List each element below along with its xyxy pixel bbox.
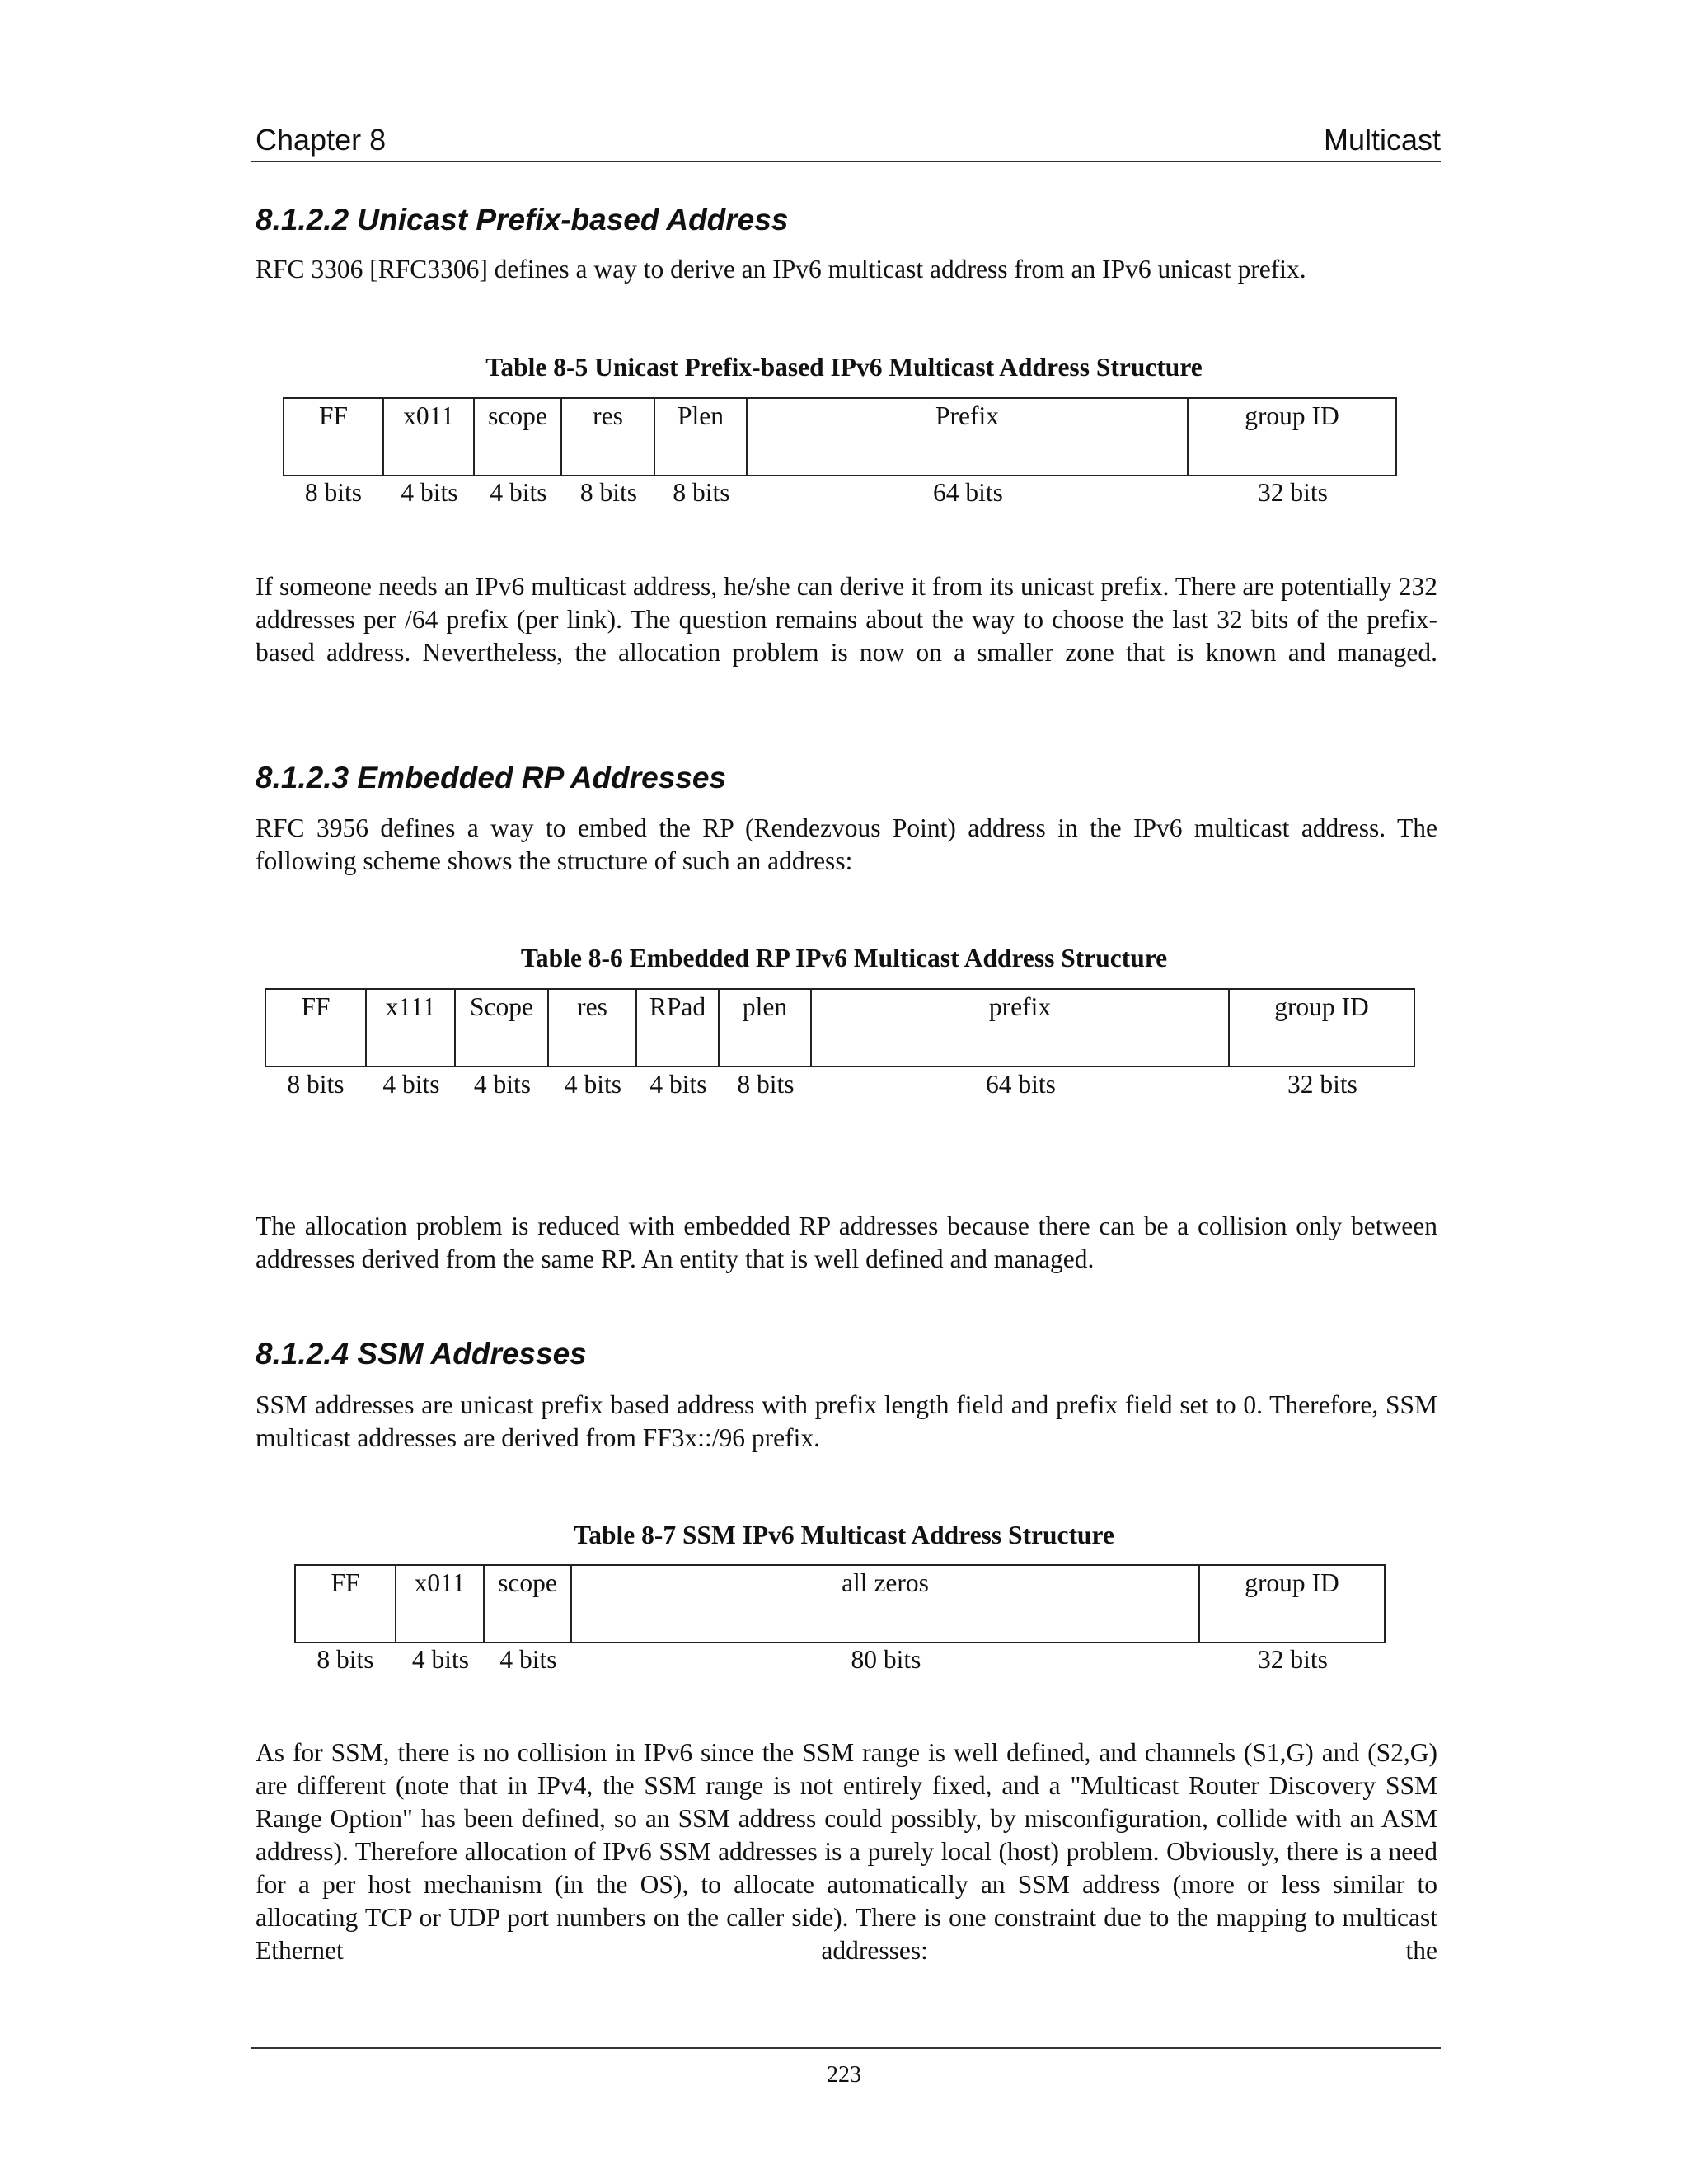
field-cell: x111 [367,988,456,1067]
bit-width-label: 4 bits [490,478,547,507]
bit-width-label: 8 bits [579,478,638,507]
field-cell: plen [720,988,812,1067]
field-cell: x011 [396,1564,485,1643]
bit-width-label: 4 bits [564,1070,622,1099]
bit-width-label: 4 bits [499,1645,557,1674]
bit-width-label: 4 bits [649,1070,707,1099]
field-cell: RPad [637,988,720,1067]
bit-width-label: 8 bits [737,1070,795,1099]
field-cell: group ID [1200,1564,1386,1643]
section-body-unicast-prefix: If someone needs an IPv6 multicast address, he/she can derive it from its unicast prefix. There are potentially 232 addresses per /64 prefix (per link). The question remains about the way to choose the last 32 bits of the prefix-based address. Nevertheless, the allocation problem is now on a smaller zone that is known and managed. [256,572,1437,667]
bit-width-label: 8 bits [316,1645,374,1674]
bit-width-label: 8 bits [287,1070,345,1099]
field-cell: x011 [384,397,475,476]
bit-width-label: 32 bits [1258,478,1328,507]
bit-width-label: 4 bits [473,1070,532,1099]
field-cell: Plen [655,397,748,476]
field-cell: Scope [456,988,549,1067]
field-cell: res [549,988,637,1067]
field-cell: group ID [1189,397,1397,476]
section-intro-embedded-rp: RFC 3956 defines a way to embed the RP (Rendezvous Point) address in the IPv6 multicast address. The following scheme shows the structure of such an address: [256,813,1437,875]
section-body-embedded-rp: The allocation problem is reduced with embedded RP addresses because there can be a collision only between addresses derived from the same RP. An entity that is well defined and managed. [256,1212,1437,1273]
table-caption-8-5: Table 8-5 Unicast Prefix-based IPv6 Multicast Address Structure [485,353,1203,382]
footer-rule [251,2047,1441,2049]
field-cell: FF [265,988,367,1067]
bit-width-label: 4 bits [382,1070,440,1099]
section-heading-unicast-prefix: 8.1.2.2 Unicast Prefix-based Address [256,203,789,237]
bit-width-label: 80 bits [851,1645,921,1674]
field-cell: FF [294,1564,396,1643]
page-number: 223 [827,2062,861,2088]
chapter-title: Multicast [1323,123,1441,157]
section-body-ssm: As for SSM, there is no collision in IPv6 since the SSM range is well defined, and channels (S1,G) and (S2,G) are different (note that in IPv4, the SSM range is not entirely fixed, and a "Multicast Router Discovery SSM Range Option" has been defined, so an SSM address could possibly, by misconfiguration, collide with an ASM address). Therefore allocation of IPv6 SSM addresses is a purely local (host) problem. Obviously, there is a need for a per host mechanism (in the OS), to allocate automatically an SSM address (more or less similar to allocating TCP or UDP port numbers on the caller side). There is one constraint due to the mapping to multicast Ethernet addresses: the [256,1738,1437,1965]
field-cell: scope [485,1564,572,1643]
field-cell: Prefix [748,397,1189,476]
bit-width-label: 8 bits [304,478,363,507]
section-heading-ssm: 8.1.2.4 SSM Addresses [256,1337,587,1371]
bit-width-label: 32 bits [1258,1645,1328,1674]
field-cell: FF [283,397,384,476]
field-cell: prefix [812,988,1230,1067]
section-heading-embedded-rp: 8.1.2.3 Embedded RP Addresses [256,761,726,794]
bit-width-label: 4 bits [401,478,458,507]
field-cell: res [562,397,655,476]
field-cell: all zeros [572,1564,1200,1643]
header-rule [251,161,1441,162]
bit-width-label: 64 bits [986,1070,1056,1099]
table-caption-8-6: Table 8-6 Embedded RP IPv6 Multicast Address Structure [520,944,1168,972]
field-cell: scope [475,397,562,476]
chapter-label: Chapter 8 [256,123,387,157]
section-intro-unicast-prefix: RFC 3306 [RFC3306] defines a way to derive an IPv6 multicast address from an IPv6 unicast prefix. [256,255,1306,284]
table-caption-8-7: Table 8-7 SSM IPv6 Multicast Address Structure [574,1521,1114,1549]
bit-width-label: 64 bits [933,478,1003,507]
bit-width-label: 32 bits [1287,1070,1357,1099]
bit-width-label: 8 bits [673,478,730,507]
bit-width-label: 4 bits [411,1645,470,1674]
section-intro-ssm: SSM addresses are unicast prefix based address with prefix length field and prefix field set to 0. Therefore, SSM multicast addresses are derived from FF3x::/96 prefix. [256,1390,1437,1452]
field-cell: group ID [1230,988,1415,1067]
